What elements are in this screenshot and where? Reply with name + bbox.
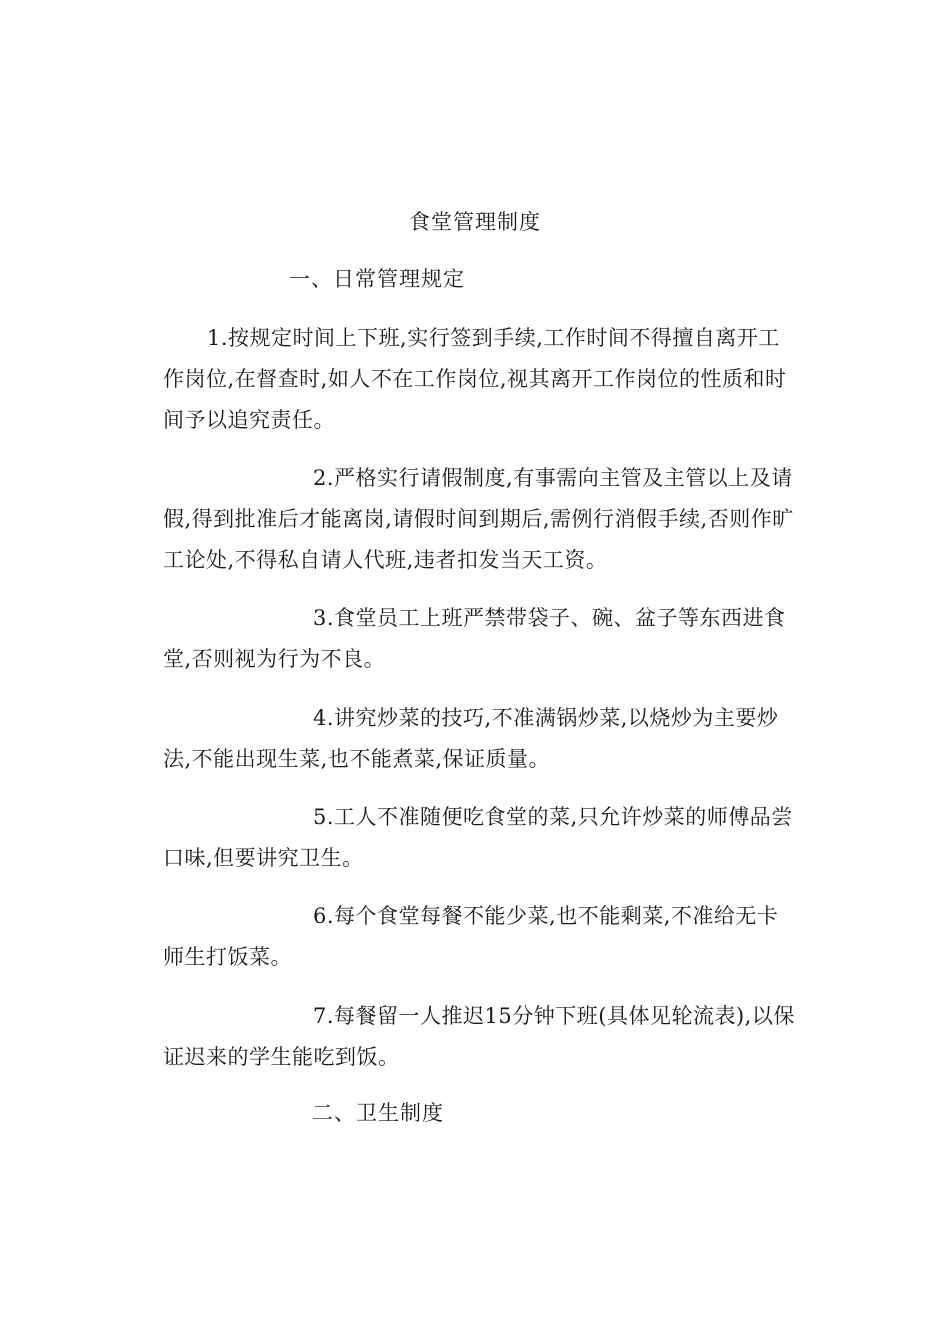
rule-paragraph-4: 4.讲究炒菜的技巧,不准满锅炒菜,以烧炒为主要炒法,不能出现生菜,也不能煮菜,保证质量。 (163, 706, 779, 771)
document-title: 食堂管理制度 (409, 210, 541, 234)
rule-paragraph-1: 1.按规定时间上下班,实行签到手续,工作时间不得擅自离开工作岗位,在督查时,如人不在工作岗位,视其离开工作岗位的性质和时间予以追究责任。 (163, 326, 787, 432)
rule-paragraph-3: 3.食堂员工上班严禁带袋子、碗、盆子等东西进食堂,否则视为行为不良。 (163, 606, 786, 671)
section-heading-hygiene: 二、卫生制度 (312, 1101, 444, 1125)
rule-paragraph-5: 5.工人不准随便吃食堂的菜,只允许炒菜的师傅品尝口味,但要讲究卫生。 (163, 805, 793, 870)
rule-paragraph-7: 7.每餐留一人推迟15分钟下班(具体见轮流表),以保证迟来的学生能吃到饭。 (163, 1004, 795, 1069)
section-heading-daily-management: 一、日常管理规定 (289, 267, 465, 291)
rule-paragraph-6: 6.每个食堂每餐不能少菜,也不能剩菜,不准给无卡师生打饭菜。 (163, 904, 779, 969)
rule-paragraph-2: 2.严格实行请假制度,有事需向主管及主管以上及请假,得到批准后才能离岗,请假时间到期后,需例行消假手续,否则作旷工论处,不得私自请人代班,违者扣发当天工资。 (163, 466, 794, 572)
